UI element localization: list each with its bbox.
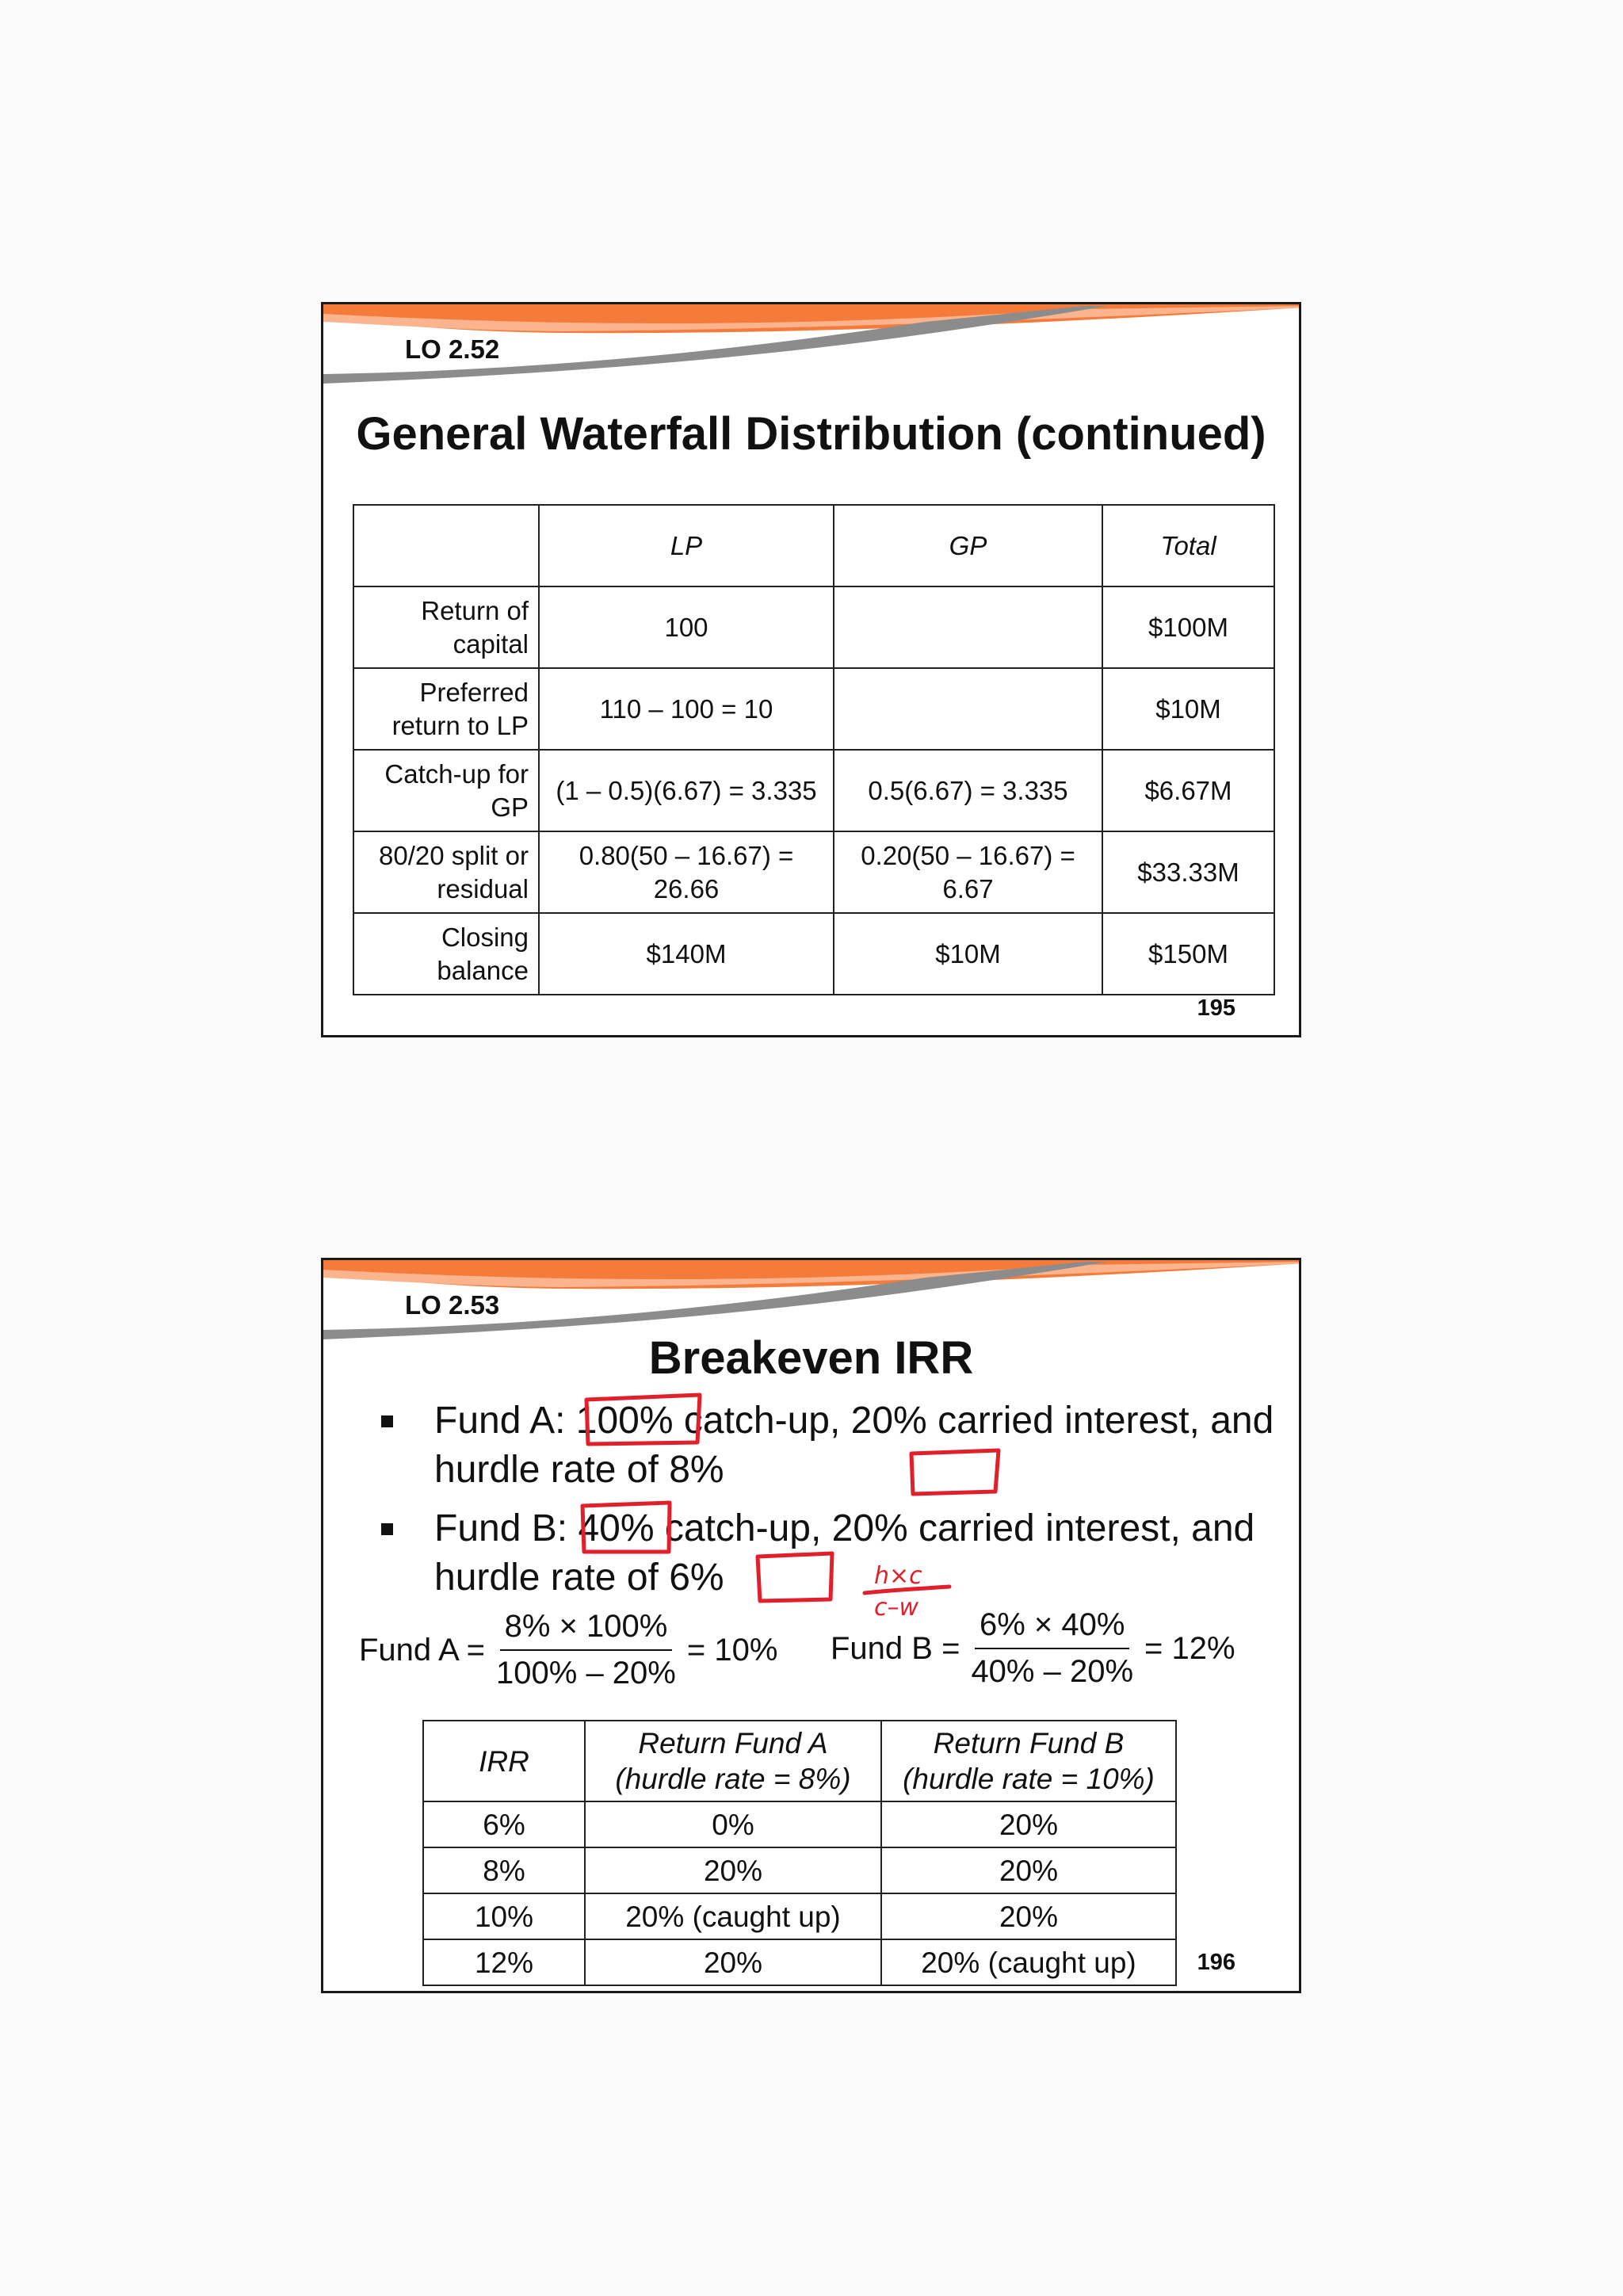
fund-b-cell: 20% <box>881 1801 1176 1847</box>
header-cell: LP <box>539 505 834 586</box>
header-cell <box>353 505 539 586</box>
fraction-denominator: 100% – 20% <box>496 1656 676 1690</box>
slide-196 <box>321 1258 1301 1993</box>
waterfall-table <box>353 504 1275 995</box>
handwritten-denominator: c–w <box>874 1594 919 1622</box>
bullet-fund-a <box>379 1396 1299 1495</box>
table-row <box>423 1939 1176 1985</box>
fund-b-cell: 20% (caught up) <box>881 1939 1176 1985</box>
lp-cell: (1 – 0.5)(6.67) = 3.335 <box>539 750 834 831</box>
table-row <box>353 831 1274 913</box>
total-cell: $10M <box>1102 668 1274 750</box>
total-cell: $150M <box>1102 913 1274 995</box>
fund-b-cell: 20% <box>881 1893 1176 1939</box>
fraction-numerator: 6% × 40% <box>975 1607 1129 1649</box>
table-row <box>353 668 1274 750</box>
slide-title: General Waterfall Distribution (continued) <box>356 408 1266 460</box>
table-row <box>423 1893 1176 1939</box>
fraction-denominator: 40% – 20% <box>971 1654 1134 1689</box>
bullet-square-icon <box>381 1415 393 1427</box>
slide-title: Breakeven IRR <box>648 1332 974 1384</box>
lp-cell: 0.80(50 – 16.67) = 26.66 <box>539 831 834 913</box>
formula-label: Fund B = <box>831 1630 960 1666</box>
fund-a-cell: 20% (caught up) <box>585 1893 881 1939</box>
row-label: Return of capital <box>353 586 539 668</box>
bullet-text: catch-up, 20% carried interest, and hurdle rate of <box>434 1507 1255 1599</box>
fraction <box>966 1607 1138 1690</box>
learning-objective-label: LO 2.52 <box>405 334 500 364</box>
gp-cell <box>834 668 1102 750</box>
bullet-prefix: Fund B: <box>434 1507 579 1549</box>
learning-objective-label: LO 2.53 <box>405 1290 500 1320</box>
fund-a-cell: 20% <box>585 1847 881 1893</box>
row-label: Catch-up for GP <box>353 750 539 831</box>
table-row <box>353 913 1274 995</box>
lp-cell: $140M <box>539 913 834 995</box>
bullet-text: catch-up, 20% carried interest, and hurdle rate of <box>434 1400 1274 1491</box>
formula-label: Fund A = <box>359 1632 486 1668</box>
header-cell: Total <box>1102 505 1274 586</box>
fund-a-cell: 0% <box>585 1801 881 1847</box>
header-cell: GP <box>834 505 1102 586</box>
row-label: Preferred return to LP <box>353 668 539 750</box>
table-header-row <box>423 1721 1176 1801</box>
formula-result: = 12% <box>1144 1630 1235 1666</box>
header-cell: Return Fund A (hurdle rate = 8%) <box>585 1721 881 1801</box>
catch-up-value: 40% <box>578 1507 655 1549</box>
bullet-prefix: Fund A: <box>434 1400 576 1442</box>
table-row <box>423 1801 1176 1847</box>
irr-cell: 12% <box>423 1939 585 1985</box>
row-label: 80/20 split or residual <box>353 831 539 913</box>
irr-cell: 6% <box>423 1801 585 1847</box>
table-header-row <box>353 505 1274 586</box>
page-number: 195 <box>1197 995 1235 1021</box>
total-cell: $33.33M <box>1102 831 1274 913</box>
lp-cell: 110 – 100 = 10 <box>539 668 834 750</box>
gp-cell: 0.5(6.67) = 3.335 <box>834 750 1102 831</box>
total-cell: $6.67M <box>1102 750 1274 831</box>
slide-195 <box>321 302 1301 1037</box>
gp-cell <box>834 586 1102 668</box>
bullet-list <box>379 1396 1299 1612</box>
header-cell: IRR <box>423 1721 585 1801</box>
gp-cell: $10M <box>834 913 1102 995</box>
fund-a-cell: 20% <box>585 1939 881 1985</box>
table-row <box>353 750 1274 831</box>
breakeven-irr-table <box>422 1720 1177 1986</box>
gp-cell: 0.20(50 – 16.67) = 6.67 <box>834 831 1102 913</box>
irr-cell: 10% <box>423 1893 585 1939</box>
fund-b-cell: 20% <box>881 1847 1176 1893</box>
page-number: 196 <box>1197 1950 1235 1975</box>
lp-cell: 100 <box>539 586 834 668</box>
row-label: Closing balance <box>353 913 539 995</box>
catch-up-value: 100% <box>575 1400 674 1442</box>
formula-result: = 10% <box>686 1632 778 1668</box>
hurdle-value: 6% <box>669 1557 724 1599</box>
fraction <box>491 1609 681 1691</box>
irr-cell: 8% <box>423 1847 585 1893</box>
total-cell: $100M <box>1102 586 1274 668</box>
table-row <box>353 586 1274 668</box>
formula-fund-a <box>359 1609 777 1691</box>
formula-fund-b <box>831 1607 1235 1690</box>
hurdle-value: 8% <box>669 1449 724 1491</box>
bullet-fund-b <box>379 1504 1299 1603</box>
table-row <box>423 1847 1176 1893</box>
handwritten-numerator: h×c <box>874 1562 922 1590</box>
bullet-square-icon <box>381 1523 393 1535</box>
header-cell: Return Fund B (hurdle rate = 10%) <box>881 1721 1176 1801</box>
fraction-numerator: 8% × 100% <box>500 1609 673 1651</box>
